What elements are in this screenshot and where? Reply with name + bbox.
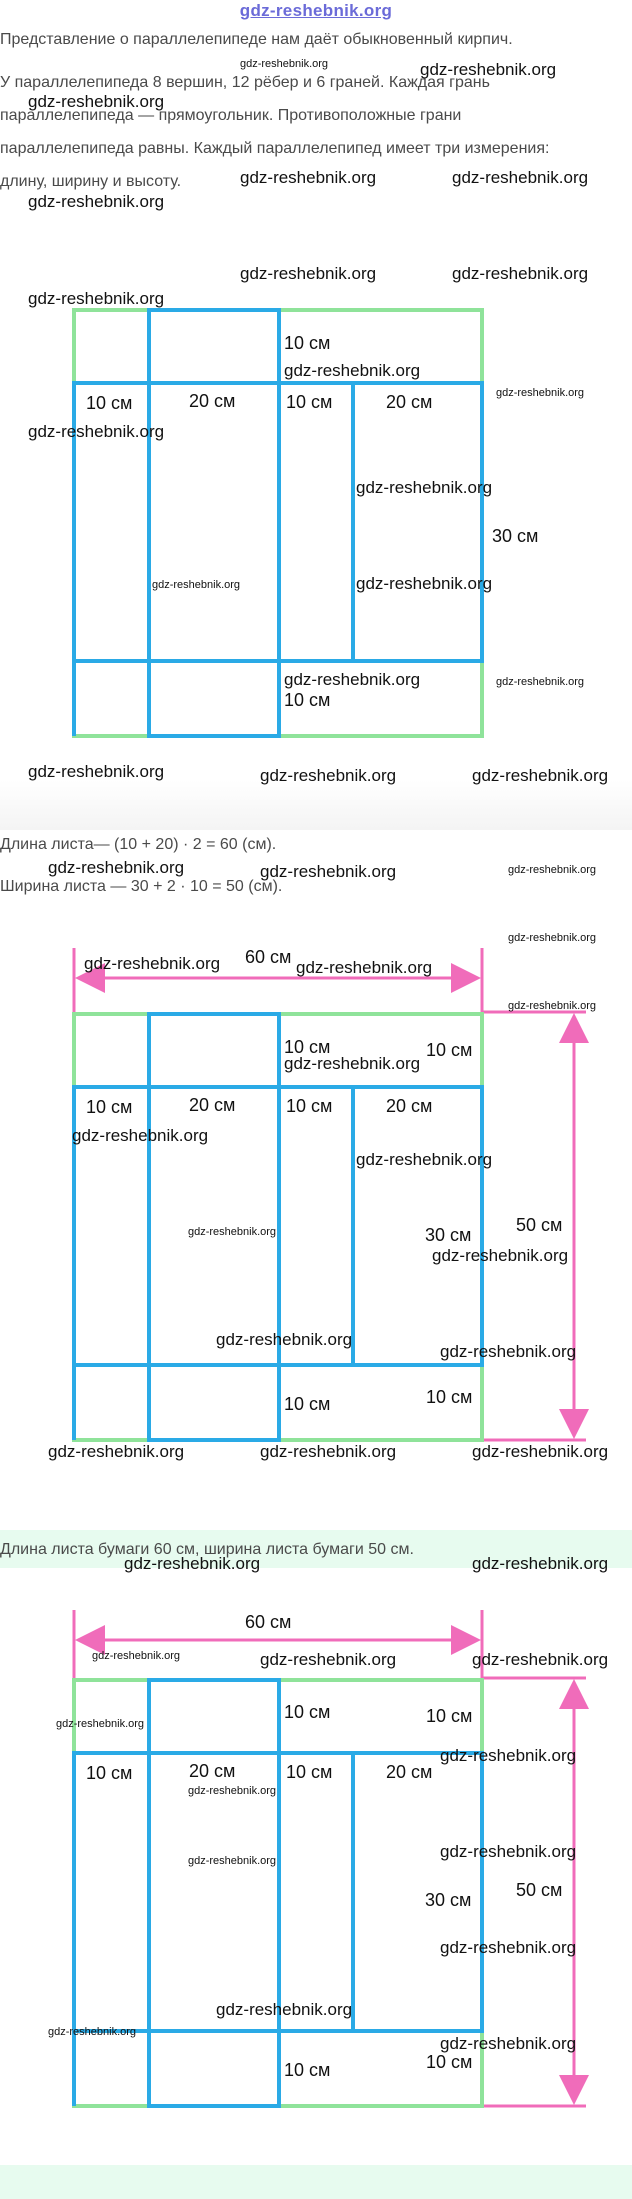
- watermark: gdz-reshebnik.org: [452, 168, 589, 187]
- label-20cm: 20 см: [386, 1762, 433, 1782]
- watermark: gdz-reshebnik.org: [432, 1246, 569, 1265]
- label-10cm: 10 см: [284, 2060, 331, 2080]
- watermark: gdz-reshebnik.org: [472, 1554, 609, 1573]
- label-10cm: 10 см: [426, 1040, 473, 1060]
- label-10cm: 10 см: [284, 333, 331, 353]
- watermark: gdz-reshebnik.org: [356, 478, 493, 497]
- watermark: gdz-reshebnik.org: [472, 1442, 609, 1461]
- watermark: gdz-reshebnik.org: [508, 932, 597, 944]
- label-10cm: 10 см: [86, 393, 133, 413]
- label-50cm: 50 см: [516, 1880, 563, 1900]
- intro-line-5: длину, ширину и высоту.: [0, 173, 182, 190]
- label-10cm: 10 см: [286, 392, 333, 412]
- watermark: gdz-reshebnik.org: [28, 289, 165, 308]
- label-10cm: 10 см: [86, 1097, 133, 1117]
- footer-band: [0, 2165, 632, 2199]
- label-20cm: 20 см: [386, 1096, 433, 1116]
- watermark: gdz-reshebnik.org: [508, 864, 597, 876]
- intro-line-3: параллелепипеда — прямоугольник. Противоположные грани: [0, 107, 462, 124]
- watermark: gdz-reshebnik.org: [240, 58, 329, 70]
- watermark: gdz-reshebnik.org: [260, 766, 397, 785]
- watermark: gdz-reshebnik.org: [216, 1330, 353, 1349]
- watermark: gdz-reshebnik.org: [496, 676, 585, 688]
- calc-width: Ширина листа — 30 + 2 · 10 = 50 (см).: [0, 878, 283, 895]
- watermark: gdz-reshebnik.org: [28, 762, 165, 781]
- watermark: gdz-reshebnik.org: [496, 387, 585, 399]
- label-10cm: 10 см: [286, 1762, 333, 1782]
- intro-line-2: У параллелепипеда 8 вершин, 12 рёбер и 6 граней. Каждая грань: [0, 74, 490, 91]
- label-10cm: 10 см: [284, 690, 331, 710]
- watermark: gdz-reshebnik.org: [260, 862, 397, 881]
- watermark: gdz-reshebnik.org: [440, 1746, 577, 1765]
- watermark: gdz-reshebnik.org: [188, 1785, 277, 1797]
- label-10cm: 10 см: [86, 1763, 133, 1783]
- watermark: gdz-reshebnik.org: [84, 954, 221, 973]
- watermark: gdz-reshebnik.org: [216, 2000, 353, 2019]
- watermark: gdz-reshebnik.org: [440, 1342, 577, 1361]
- watermark: gdz-reshebnik.org: [420, 60, 557, 79]
- label-10cm: 10 см: [284, 1037, 331, 1057]
- label-10cm: 10 см: [426, 2052, 473, 2072]
- watermark: gdz-reshebnik.org: [56, 1718, 145, 1730]
- watermark: gdz-reshebnik.org: [72, 1126, 209, 1145]
- watermark: gdz-reshebnik.org: [284, 670, 421, 689]
- watermark: gdz-reshebnik.org: [440, 2034, 577, 2053]
- watermark: gdz-reshebnik.org: [356, 1150, 493, 1169]
- watermark: gdz-reshebnik.org: [240, 168, 377, 187]
- intro-line-4: параллелепипеда равны. Каждый параллелепипед имеет три измерения:: [0, 140, 550, 157]
- label-10cm: 10 см: [286, 1096, 333, 1116]
- calc-length: Длина листа— (10 + 20) · 2 = 60 (см).: [0, 836, 277, 853]
- label-10cm: 10 см: [426, 1706, 473, 1726]
- watermark: gdz-reshebnik.org: [472, 1650, 609, 1669]
- watermark: gdz-reshebnik.org: [188, 1226, 277, 1238]
- watermark: gdz-reshebnik.org: [240, 264, 377, 283]
- label-10cm: 10 см: [284, 1394, 331, 1414]
- label-20cm: 20 см: [189, 391, 236, 411]
- watermark: gdz-reshebnik.org: [152, 579, 241, 591]
- watermark: gdz-reshebnik.org: [440, 1938, 577, 1957]
- watermark: gdz-reshebnik.org: [284, 1054, 421, 1073]
- intro-line-1: Представление о параллелепипеде нам даёт обыкновенный кирпич.: [0, 31, 513, 48]
- watermark: gdz-reshebnik.org: [356, 574, 493, 593]
- watermark: gdz-reshebnik.org: [284, 361, 421, 380]
- label-10cm: 10 см: [426, 1387, 473, 1407]
- watermark: gdz-reshebnik.org: [28, 92, 165, 111]
- watermark: gdz-reshebnik.org: [28, 192, 165, 211]
- label-20cm: 20 см: [386, 392, 433, 412]
- label-30cm: 30 см: [425, 1225, 472, 1245]
- watermark: gdz-reshebnik.org: [296, 958, 433, 977]
- answer-text: Длина листа бумаги 60 см, ширина листа бумаги 50 см.: [0, 1541, 414, 1558]
- label-10cm: 10 см: [284, 1702, 331, 1722]
- label-60cm: 60 см: [245, 1612, 292, 1632]
- watermark: gdz-reshebnik.org: [472, 766, 609, 785]
- watermark: gdz-reshebnik.org: [188, 1855, 277, 1867]
- watermark: gdz-reshebnik.org: [48, 858, 185, 877]
- watermark: gdz-reshebnik.org: [48, 2026, 137, 2038]
- watermark: gdz-reshebnik.org: [92, 1650, 181, 1662]
- label-60cm: 60 см: [245, 947, 292, 967]
- label-20cm: 20 см: [189, 1761, 236, 1781]
- watermark: gdz-reshebnik.org: [508, 1000, 597, 1012]
- watermark: gdz-reshebnik.org: [48, 1442, 185, 1461]
- watermark: gdz-reshebnik.org: [124, 1554, 261, 1573]
- watermark: gdz-reshebnik.org: [440, 1842, 577, 1861]
- label-20cm: 20 см: [189, 1095, 236, 1115]
- label-30cm: 30 см: [425, 1890, 472, 1910]
- watermark: gdz-reshebnik.org: [452, 264, 589, 283]
- label-50cm: 50 см: [516, 1215, 563, 1235]
- watermark: gdz-reshebnik.org: [260, 1650, 397, 1669]
- site-header-link[interactable]: gdz-reshebnik.org: [239, 1, 393, 20]
- label-30cm: 30 см: [492, 526, 539, 546]
- watermark: gdz-reshebnik.org: [28, 422, 165, 441]
- watermark: gdz-reshebnik.org: [260, 1442, 397, 1461]
